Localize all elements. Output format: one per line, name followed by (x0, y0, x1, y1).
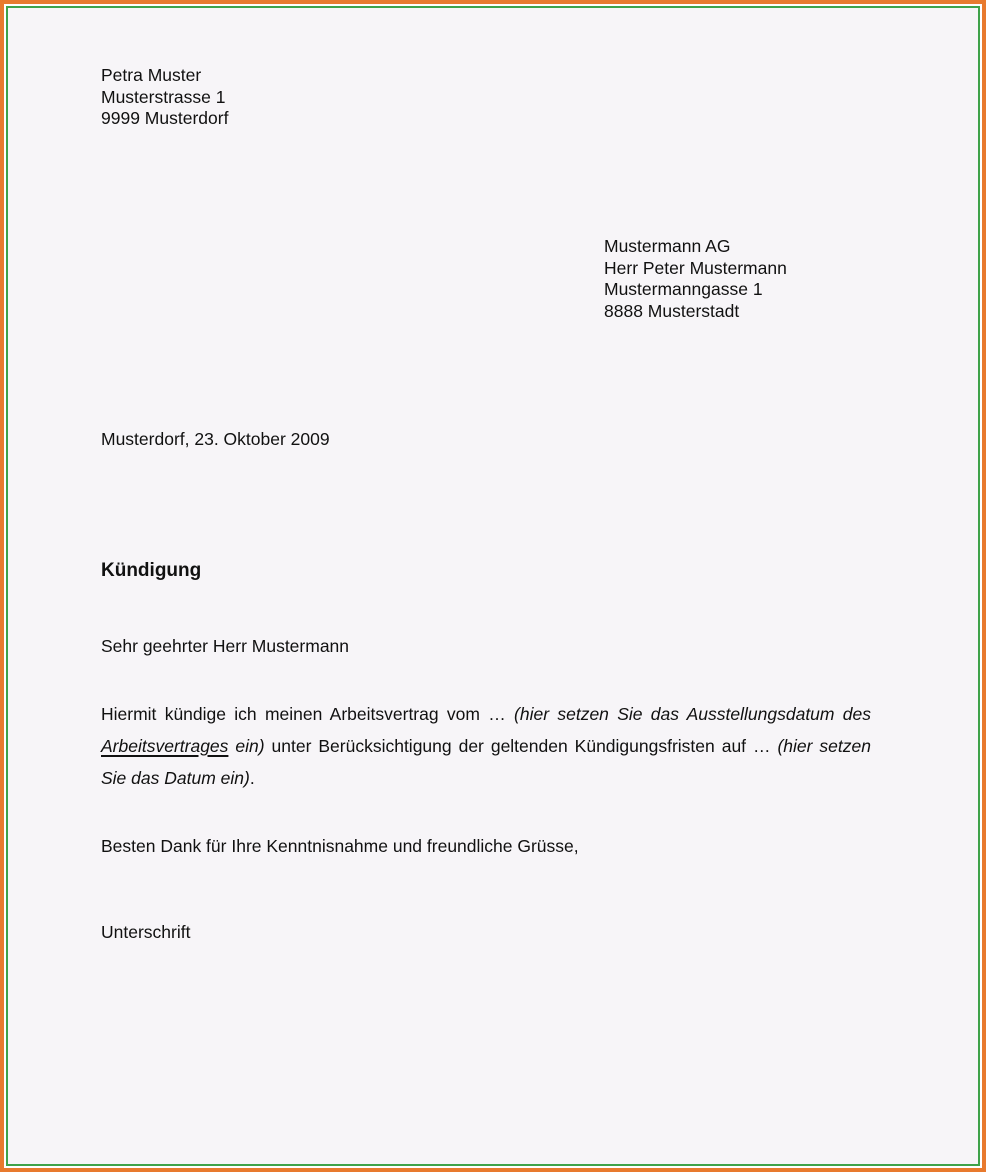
recipient-city: 8888 Musterstadt (604, 300, 740, 321)
sender-city: 9999 Musterdorf (101, 108, 229, 128)
letter-page (6, 6, 980, 1166)
body-underlined-word: Arbeitsvertrages (101, 736, 229, 756)
body-text-part2: unter Berücksichtigung der geltenden Kündigungsfristen auf … (264, 736, 778, 756)
body-text-part3: . (249, 768, 255, 788)
recipient-address (604, 236, 787, 322)
recipient-street: Mustermanngasse 1 (604, 279, 763, 299)
letter-subject: Kündigung (101, 560, 202, 581)
closing-line: Besten Dank für Ihre Kenntnisnahme und freundliche Grüsse, (101, 836, 579, 856)
body-italic-note2: (hier setzen Sie das Datum ein) (101, 736, 871, 788)
sender-street: Musterstrasse 1 (101, 86, 226, 107)
date-line: Musterdorf, 23. Oktober 2009 (101, 429, 330, 449)
body-italic-text1-end: ein) (228, 736, 265, 756)
salutation: Sehr geehrter Herr Mustermann (101, 636, 350, 656)
sender-address (101, 65, 228, 130)
recipient-company: Mustermann AG (604, 236, 731, 256)
body-italic-text1: (hier setzen Sie das Ausstellungsdatum des (514, 704, 871, 724)
signature-line: Unterschrift (101, 922, 191, 942)
sender-name: Petra Muster (101, 65, 202, 85)
recipient-person: Herr Peter Mustermann (604, 257, 787, 278)
body-text-part1: Hiermit kündige ich meinen Arbeitsvertrag vom … (101, 704, 515, 724)
letter-body (101, 698, 871, 794)
